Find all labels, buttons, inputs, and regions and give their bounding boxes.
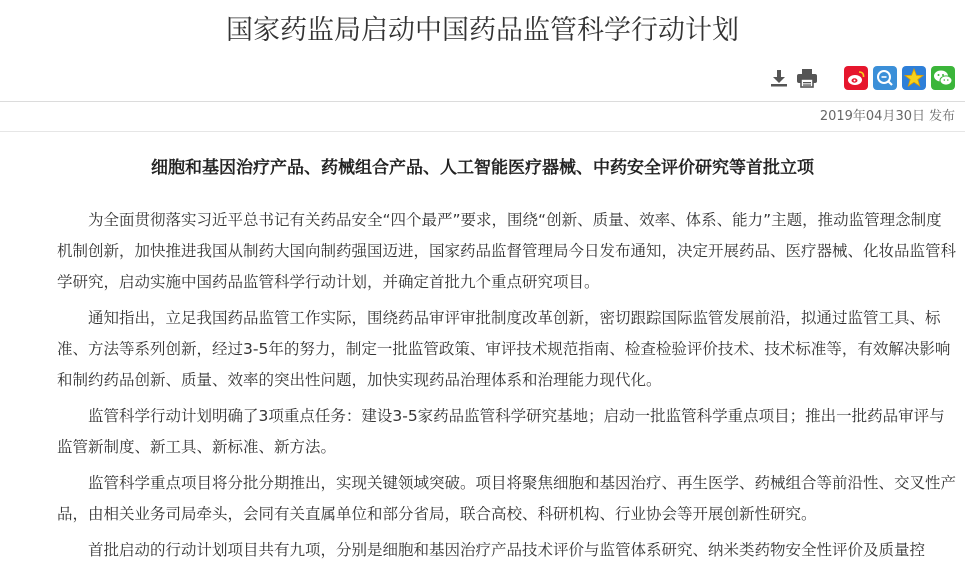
header-divider [0,101,965,102]
article-paragraph-2: 通知指出，立足我国药品监管工作实际，围绕药品审评审批制度改革创新，密切跟踪国际监管发展前沿，拟通过监管工具、标准、方法等系列创新，经过3-5年的努力，制定一批监管政策、审评技术规范指南、检查检验评价技术、技术标准等，有效解决影响和制约药品创新、质量、效率的突出性问题，加快实现药品治理体系和治理能力现代化。 [57,309,951,389]
weibo-icon[interactable] [844,66,868,90]
article-paragraph-4: 监管科学重点项目将分批分期推出，实现关键领域突破。项目将聚焦细胞和基因治疗、再生医学、药械组合等前沿性、交叉性产品，由相关业务司局牵头，会同有关直属单位和部分省局，联合高校、科研机构、行业协会等开展创新性研究。 [57,474,957,523]
wechat-icon[interactable] [931,66,955,90]
article-body [57,205,957,562]
publish-date-suffix: 发布 [928,109,955,124]
article-paragraph-1: 为全面贯彻落实习近平总书记有关药品安全“四个最严”要求，围绕“创新、质量、效率、体系、能力”主题，推动监管理念制度机制创新，加快推进我国从制药大国向制药强国迈进，国家药品监督管理局今日发布通知，决定开展药品、医疗器械、化妆品监管科学研究，启动实施中国药品监管科学行动计划，并确定首批九个重点研究项目。 [57,211,957,291]
date-divider [0,131,965,132]
qzone-icon[interactable] [873,66,897,90]
download-icon[interactable] [767,66,791,90]
article-title: 国家药监局启动中国药品监管科学行动计划 [226,15,739,46]
qq-icon[interactable] [902,66,926,90]
publish-date-value: 2019年04月30日 [819,109,925,124]
publish-date [816,105,955,129]
article-paragraph-5: 首批启动的行动计划项目共有九项，分别是细胞和基因治疗产品技术评价与监管体系研究、纳米类药物安全性评价及质量控 [88,541,926,559]
print-icon[interactable] [795,66,819,90]
article-toolbar [763,64,955,92]
article-paragraph-3: 监管科学行动计划明确了3项重点任务：建设3-5家药品监管科学研究基地；启动一批监管科学重点项目；推出一批药品审评与监管新制度、新工具、新标准、新方法。 [57,407,945,456]
article-subtitle: 细胞和基因治疗产品、药械组合产品、人工智能医疗器械、中药安全评价研究等首批立项 [151,158,814,178]
